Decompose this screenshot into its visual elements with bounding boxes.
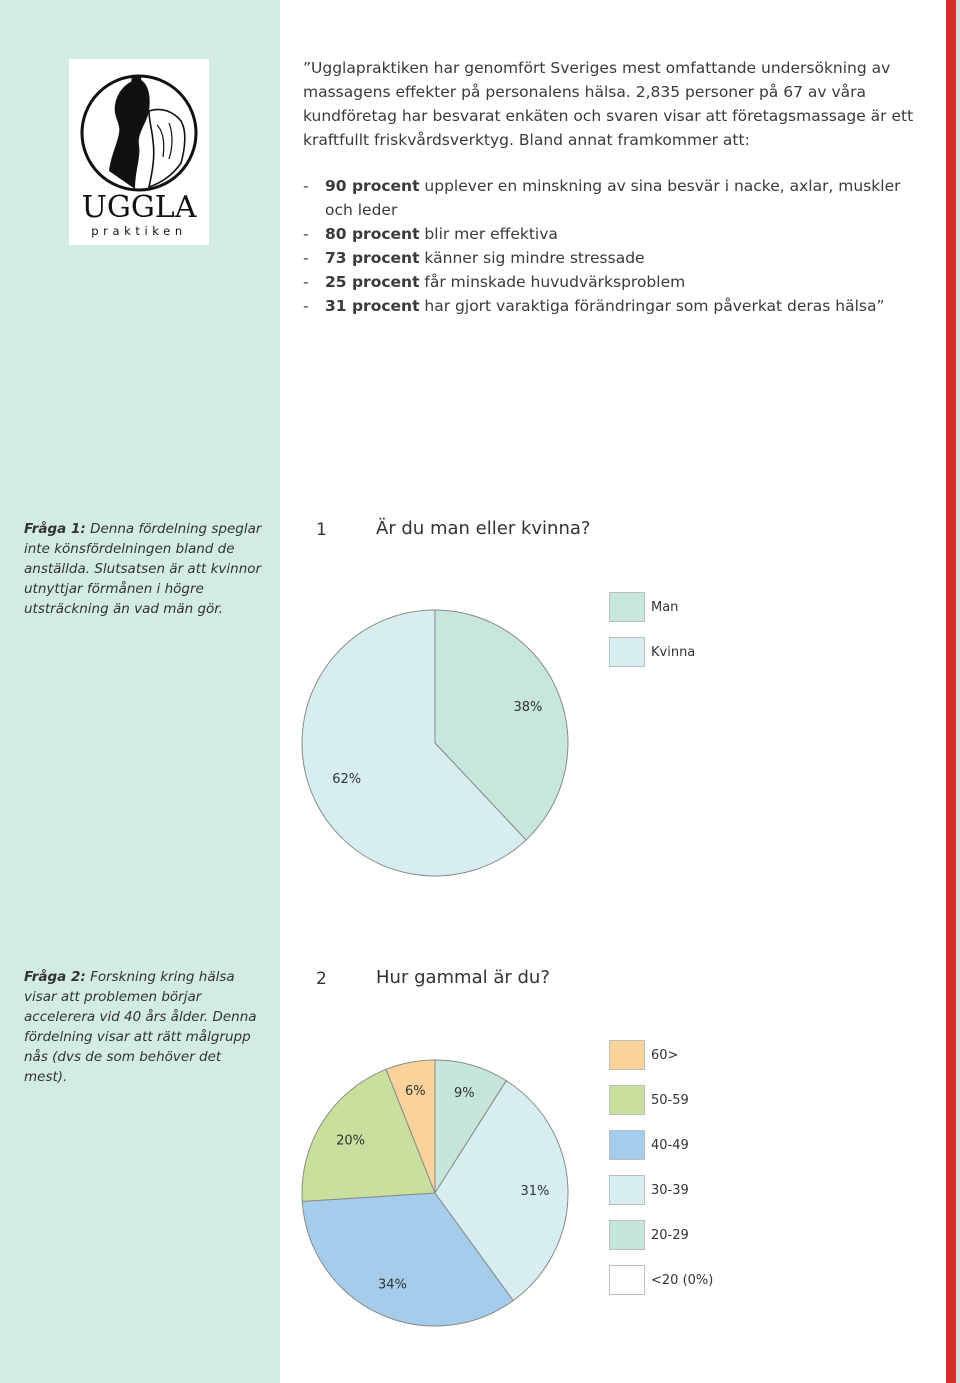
edge-strip [956,0,960,1383]
legend-label: 30-39 [651,1183,689,1198]
question-1-number: 1 [316,520,327,540]
caption-label: Fråga 2: [24,969,86,985]
data-label-40-49: 34% [377,1277,407,1293]
bullet-dash: - [303,225,309,243]
bullet-dash: - [303,297,309,315]
finding-text: har gjort varaktiga förändringar som påverkat deras hälsa” [419,297,885,315]
legend-swatch [609,1220,645,1250]
legend-label: Kvinna [651,645,696,660]
uggla-logo [69,59,209,245]
legend-item [609,1175,769,1207]
bullet-dash: - [303,273,309,291]
legend-swatch [609,1175,645,1205]
question-2-number: 2 [316,969,327,989]
legend-item [609,1265,769,1297]
question-2-title: Hur gammal är du? [376,967,550,988]
findings-list [303,174,928,318]
data-label-man: 38% [513,700,543,716]
logo-subtitle: praktiken [91,224,187,238]
finding-text: känner sig mindre stressade [419,249,645,267]
logo-wordmark: UGGLA [81,190,197,225]
legend-item [609,592,769,624]
finding-percent: 80 procent [325,225,420,243]
legend-swatch [609,1130,645,1160]
finding-item [303,222,928,246]
legend-label: 60> [651,1048,679,1063]
finding-percent: 25 procent [325,273,420,291]
legend-label: 20-29 [651,1228,689,1243]
legend-item [609,1085,769,1117]
legend-label: Man [651,600,679,615]
finding-text: blir mer effektiva [419,225,558,243]
finding-text: får minskade huvudvärksproblem [419,273,686,291]
legend-item [609,637,769,669]
bullet-dash: - [303,177,309,195]
question-1-title: Är du man eller kvinna? [376,518,591,539]
data-label-50-59: 20% [336,1133,366,1149]
legend-item [609,1220,769,1252]
legend-swatch [609,1085,645,1115]
accent-bar [946,0,956,1383]
finding-item [303,294,928,318]
finding-percent: 73 procent [325,249,420,267]
legend-label: <20 (0%) [651,1273,714,1288]
bullet-dash: - [303,249,309,267]
finding-item [303,246,928,270]
age-pie-chart [290,1055,590,1345]
legend-swatch [609,592,645,622]
question-1-caption [24,519,262,619]
logo-emblem-icon [69,59,209,245]
caption-text: Denna fördelning speglar inte könsfördelningen bland de anställda. Slutsatsen är att kvinnor utnyttjar förmånen i högre utsträckning än vad män gör. [24,521,262,617]
caption-label: Fråga 1: [24,521,86,537]
finding-percent: 31 procent [325,297,420,315]
legend-item [609,1040,769,1072]
finding-text: upplever en minskning av sina besvär i nacke, axlar, muskler och leder [325,177,901,219]
gender-pie-chart [290,600,590,890]
data-label-kvinna: 62% [332,771,362,787]
caption-text: Forskning kring hälsa visar att problemen börjar accelerera vid 40 års ålder. Denna fördelning visar att rätt målgrupp nås (dvs de som behöver det mest). [24,969,257,1085]
finding-percent: 90 procent [325,177,420,195]
legend-swatch [609,637,645,667]
data-label-20-29: 9% [453,1086,475,1102]
data-label-60-: 6% [405,1083,426,1099]
intro-paragraph: ”Ugglapraktiken har genomfört Sveriges mest omfattande undersökning av massagens effekter på personalens hälsa. 2,835 personer på 67 av våra kundföretag har besvarat enkäten och svaren visar att företagsmassage är ett kraftfullt friskvårdsverktyg. Bland annat framkommer att: [303,59,914,149]
finding-item [303,174,928,222]
legend-item [609,1130,769,1162]
legend-swatch [609,1265,645,1295]
legend-swatch [609,1040,645,1070]
question-2-caption [24,967,262,1087]
legend-label: 40-49 [651,1138,689,1153]
data-label-30-39: 31% [520,1183,550,1199]
legend-label: 50-59 [651,1093,689,1108]
finding-item [303,270,928,294]
intro-text [303,56,928,318]
